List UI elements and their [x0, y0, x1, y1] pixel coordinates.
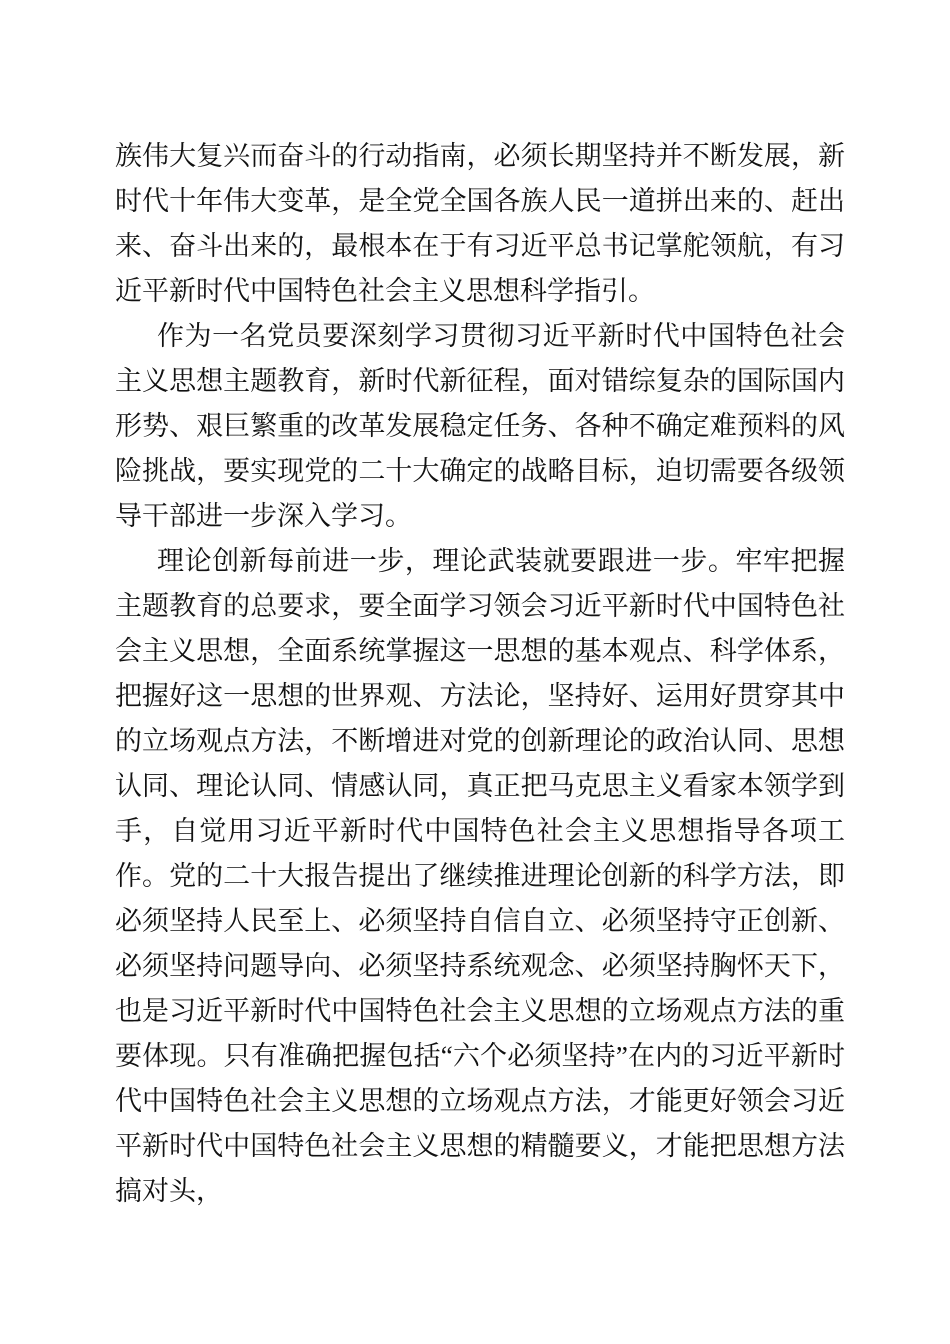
paragraph-2: 作为一名党员要深刻学习贯彻习近平新时代中国特色社会主义思想主题教育，新时代新征程，面对错综复杂的国际国内形势、艰巨繁重的改革发展稳定任务、各种不确定难预料的风险挑战，要实现党的二十大确定的战略目标，迫切需要各级领导干部进一步深入学习。: [115, 321, 845, 531]
paragraph-3: 理论创新每前进一步，理论武装就要跟进一步。牢牢把握主题教育的总要求，要全面学习领会习近平新时代中国特色社会主义思想，全面系统掌握这一思想的基本观点、科学体系，把握好这一思想的世界观、方法论，坚持好、运用好贯穿其中的立场观点方法，不断增进对党的创新理论的政治认同、思想认同、理论认同、情感认同，真正把马克思主义看家本领学到手，自觉用习近平新时代中国特色社会主义思想指导各项工作。党的二十大报告提出了继续推进理论创新的科学方法，即必须坚持人民至上、必须坚持自信自立、必须坚持守正创新、必须坚持问题导向、必须坚持系统观念、必须坚持胸怀天下，也是习近平新时代中国特色社会主义思想的立场观点方法的重要体现。只有准确把握包括“六个必须坚持”在内的习近平新时代中国特色社会主义思想的立场观点方法，才能更好领会习近平新时代中国特色社会主义思想的精髓要义，才能把思想方法搞对头，: [115, 546, 845, 1206]
paragraph-continuation: 族伟大复兴而奋斗的行动指南，必须长期坚持并不断发展，新时代十年伟大变革，是全党全国各族人民一道拼出来的、赶出来、奋斗出来的，最根本在于有习近平总书记掌舵领航，有习近平新时代中国特色社会主义思想科学指引。: [115, 141, 845, 306]
document-body: [115, 134, 845, 1214]
